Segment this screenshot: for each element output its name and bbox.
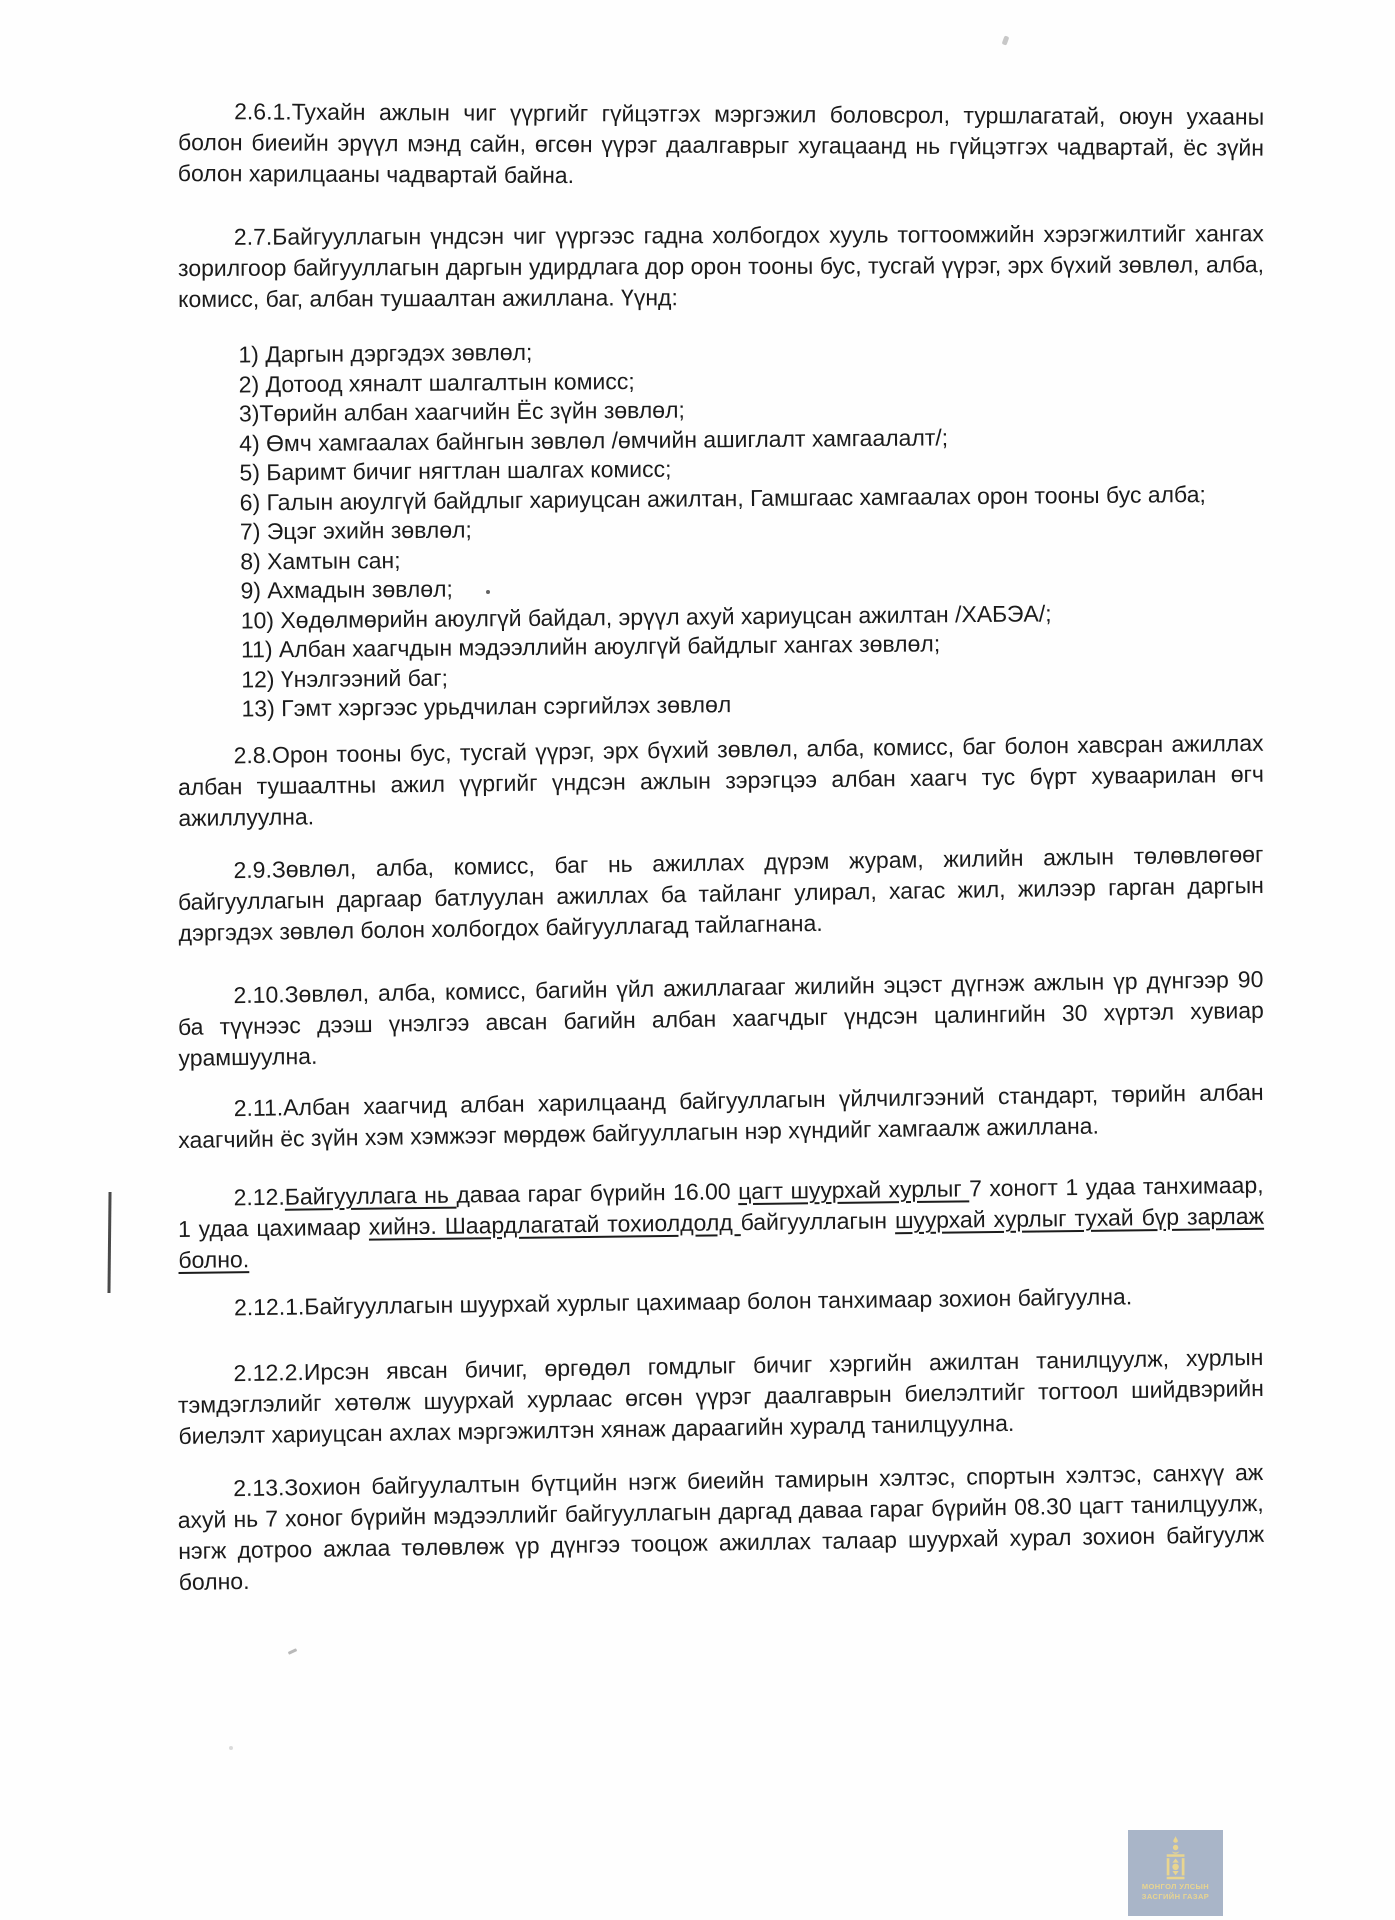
underlined-text: цагт шуурхай хурлыг <box>737 1174 970 1204</box>
scan-artifact <box>288 1648 297 1655</box>
list-item: 9) Ахмадын зөвлөл; <box>240 575 454 604</box>
underlined-text: хийнэ. Шаардлагатай тохиолдолд <box>368 1208 741 1240</box>
list-item: 11) Албан хаагчдын мэдээллийн аюулгүй байдлыг хангах зөвлөл; <box>240 630 941 663</box>
plain-text: 7 хоногт 1 удаа танхимаар, 1 удаа цахимаар <box>177 1171 1264 1242</box>
scan-artifact <box>1002 35 1010 45</box>
paragraph-2-12-2: 2.12.2.Ирсэн явсан бичиг, өргөдөл гомдлыг бичиг хэргийн ажилтан танилцуулж, хурлын тэмдэглэлийг хөтөлж шуурхай хурлаас өгсөн үүрэг даалгаврын биелэлтийг тогтоол шийдвэрийн биелэлт хариуцсан ахлах мэргэжилтэн хянаж дараагийн хуралд танилцуулна. <box>177 1343 1265 1449</box>
handwritten-margin-line <box>107 1192 111 1293</box>
paragraph-2-10: 2.10.Зөвлөл, алба, комисс, багийн үйл ажиллагааг жилийн эцэст дүгнэж ажлын үр дүнгээр 90 ба түүнээс дээш үнэлгээ авсан багийн албан хаагчдыг үндсэн цалингийн 30 хүртэл хувиар урамшуулна. <box>177 965 1265 1071</box>
logo-text-line1: МОНГОЛ УЛСЫН <box>1141 1882 1210 1891</box>
list-item: 5) Баримт бичиг нягтлан шалгах комисс; <box>239 455 672 486</box>
list-item: 1) Даргын дэргэдэх зөвлөл; <box>238 338 533 368</box>
scan-artifact <box>229 1746 233 1750</box>
list-item: 4) Өмч хамгаалах байнгын зөвлөл /өмчийн ашиглалт хамгаалалт/; <box>239 423 949 456</box>
numbered-list <box>176 332 1265 725</box>
paragraph-2-7: 2.7.Байгууллагын үндсэн чиг үүргээс гадна холбогдох хууль тогтоомжийн хэрэгжилтийг хангах зорилгоор байгууллагын даргын удирдлага дор орон тооны бус, тусгай үүрэг, эрх бүхий зөвлөл, алба, комисс, баг, албан тушаалтан ажиллана. Үүнд: <box>177 220 1265 312</box>
list-item: 13) Гэмт хэргээс урьдчилан сэргийлэх зөвлөл <box>241 691 732 722</box>
paragraph-2-11: 2.11.Албан хаагчид албан харилцаанд байгууллагын үйлчилгээний стандарт, төрийн албан хаагчийн ёс зүйн хэм хэмжээг мөрдөж байгууллагын нэр хүндийг хамгаалж ажиллана. <box>178 1078 1264 1153</box>
paragraph-2-12 <box>177 1169 1264 1275</box>
government-logo <box>1128 1830 1223 1916</box>
soyombo-icon <box>1162 1836 1189 1882</box>
underlined-text: Байгууллага нь <box>284 1181 457 1210</box>
scan-artifact <box>486 590 490 594</box>
plain-text: 2.12. <box>233 1183 285 1210</box>
logo-text-line2: ЗАСГИЙН ГАЗАР <box>1141 1891 1210 1901</box>
list-item: 3)Төрийн албан хаагчийн Ёс зүйн зөвлөл; <box>238 396 685 427</box>
paragraph-2-8: 2.8.Орон тооны бус, тусгай үүрэг, эрх бүхий зөвлөл, алба, комисс, баг болон хавсран ажиллах албан тушаалтны ажил үүргийг үндсэн ажлын зэрэгцээ албан хаагч тус бүрт хуваарилан өгч ажиллуулна. <box>177 729 1265 831</box>
list-item: 8) Хамтын сан; <box>240 546 401 574</box>
paragraph-2-9: 2.9.Зөвлөл, алба, комисс, баг нь ажиллах дүрэм журам, жилийн ажлын төлөвлөгөөг байгууллагын даргаар батлуулан ажиллах ба тайланг улирал, хагас жил, жилээр гарган даргын дэргэдэх зөвлөл болон холбогдох байгууллагад тайлагнана. <box>177 840 1265 946</box>
list-item: 10) Хөдөлмөрийн аюулгүй байдал, эрүүл ахуй хариуцсан ажилтан /ХАБЭА/; <box>240 599 1052 633</box>
list-item: 6) Галын аюулгүй байдлыг хариуцсан ажилтан, Гамшгаас хамгаалах орон тооны бус алба; <box>239 480 1206 515</box>
list-item: 12) Үнэлгээний баг; <box>241 664 449 692</box>
paragraph-2-6-1: 2.6.1.Тухайн ажлын чиг үүргийг гүйцэтгэх мэргэжил боловсрол, туршлагатай, оюун ухааны болон биеийн эрүүл мэнд сайн, өгсөн үүрэг даалгаврыг хугацаанд нь гүйцэтгэх чадвартай, ёс зүйн болон харилцааны чадвартай байна. <box>177 98 1265 189</box>
paragraph-2-12-1: 2.12.1.Байгууллагын шуурхай хурлыг цахимаар болон танхимаар зохион байгуулна. <box>233 1282 1133 1320</box>
list-item: 7) Эцэг эхийн зөвлөл; <box>239 516 472 545</box>
paragraph-2-13: 2.13.Зохион байгуулалтын бүтцийн нэгж биеийн тамирын хэлтэс, спортын хэлтэс, санхүү аж ахуй нь 7 хоног бүрийн мэдээллийг байгууллагын даргад даваа гараг бүрийн 08.30 цагт танилцуулж, нэгж дотроо ажлаа төлөвлөж үр дүнгээ тооцож ажиллах талаар шуурхай хурал зохион байгуулж болно. <box>177 1458 1265 1595</box>
underlined-text: шуурхай хурлыг тухай бүр зарлаж болно. <box>178 1202 1265 1273</box>
document-body <box>178 96 1264 1598</box>
list-item: 2) Дотоод хяналт шалгалтын комисс; <box>238 367 635 397</box>
plain-text: даваа гараг бүрийн 16.00 <box>456 1177 739 1208</box>
plain-text: байгууллагын <box>740 1206 896 1235</box>
